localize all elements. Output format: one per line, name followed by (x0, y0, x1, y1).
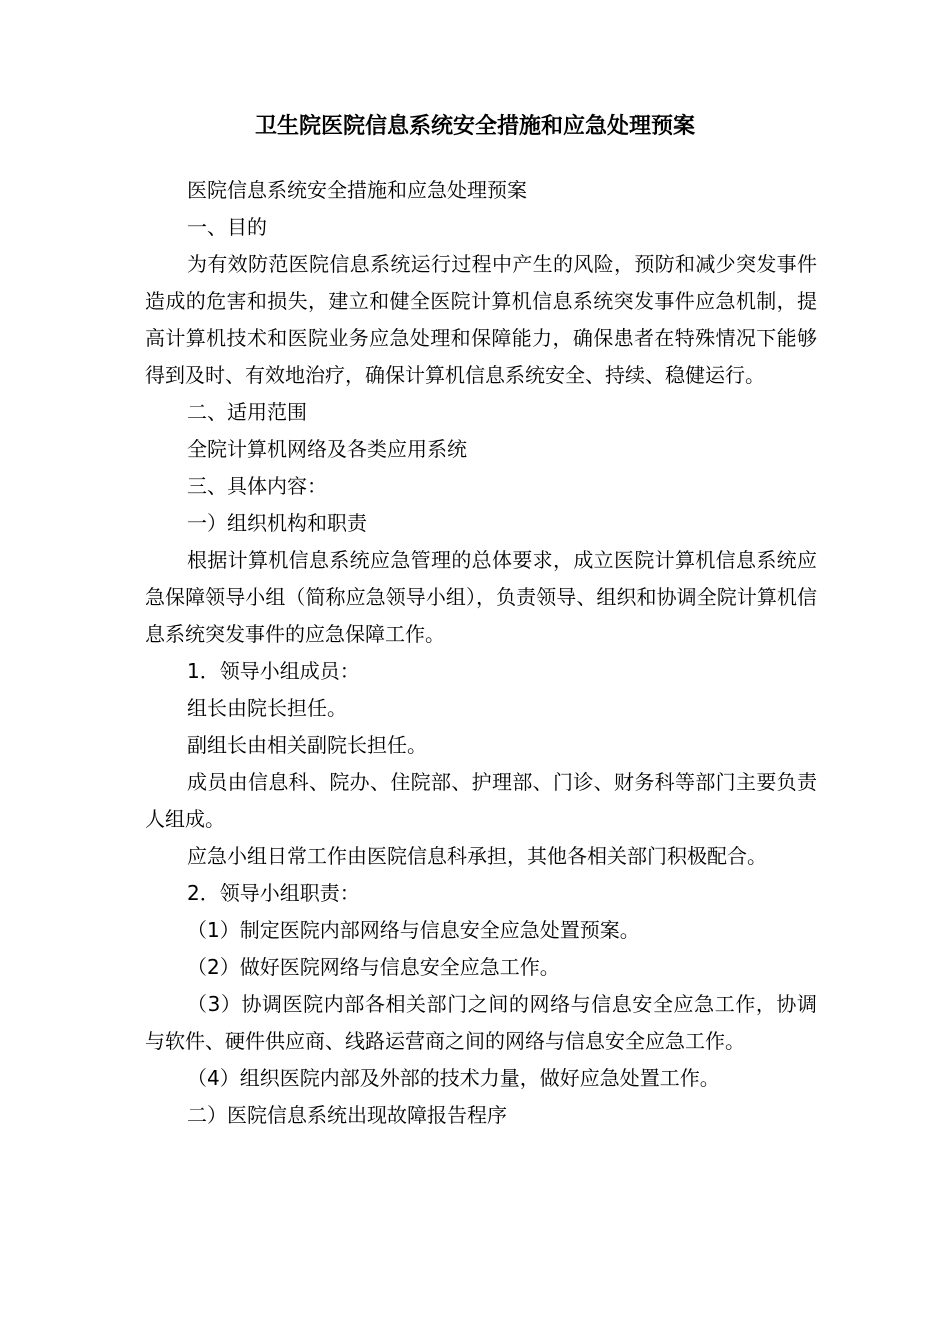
paragraph-organization: 根据计算机信息系统应急管理的总体要求，成立医院计算机信息系统应急保障领导小组（简称应急领导小组），负责领导、组织和协调全院计算机信息系统突发事件的应急保障工作。 (145, 548, 817, 646)
subsection-heading-organization: 一）组织机构和职责 (187, 511, 367, 535)
document-body (145, 172, 817, 1134)
paragraph-scope: 全院计算机网络及各类应用系统 (187, 437, 467, 461)
section-heading-scope: 二、适用范围 (187, 400, 307, 424)
list-heading-members: 1．领导小组成员： (187, 659, 360, 683)
list-item-duty-4: （4）组织医院内部及外部的技术力量，做好应急处置工作。 (187, 1066, 720, 1090)
paragraph-leader: 组长由院长担任。 (187, 696, 347, 720)
list-item-duty-2: （2）做好医院网络与信息安全应急工作。 (187, 955, 560, 979)
subsection-heading-fault-report: 二）医院信息系统出现故障报告程序 (187, 1103, 507, 1127)
list-heading-duties: 2．领导小组职责： (187, 881, 360, 905)
paragraph-subtitle: 医院信息系统安全措施和应急处理预案 (187, 178, 527, 202)
paragraph-deputy-leader: 副组长由相关副院长担任。 (187, 733, 427, 757)
paragraph-daily-work: 应急小组日常工作由医院信息科承担，其他各相关部门积极配合。 (187, 844, 767, 868)
section-heading-purpose: 一、目的 (187, 215, 267, 239)
paragraph-purpose: 为有效防范医院信息系统运行过程中产生的风险，预防和减少突发事件造成的危害和损失，建立和健全医院计算机信息系统突发事件应急机制，提高计算机技术和医院业务应急处理和保障能力，确保患者在特殊情况下能够得到及时、有效地治疗，确保计算机信息系统安全、持续、稳健运行。 (145, 252, 817, 387)
section-heading-content: 三、具体内容： (187, 474, 327, 498)
list-item-duty-1: （1）制定医院内部网络与信息安全应急处置预案。 (187, 918, 640, 942)
list-item-duty-3: （3）协调医院内部各相关部门之间的网络与信息安全应急工作，协调与软件、硬件供应商、线路运营商之间的网络与信息安全应急工作。 (145, 992, 817, 1053)
paragraph-members: 成员由信息科、院办、住院部、护理部、门诊、财务科等部门主要负责人组成。 (145, 770, 817, 831)
document-title: 卫生院医院信息系统安全措施和应急处理预案 (254, 114, 695, 139)
